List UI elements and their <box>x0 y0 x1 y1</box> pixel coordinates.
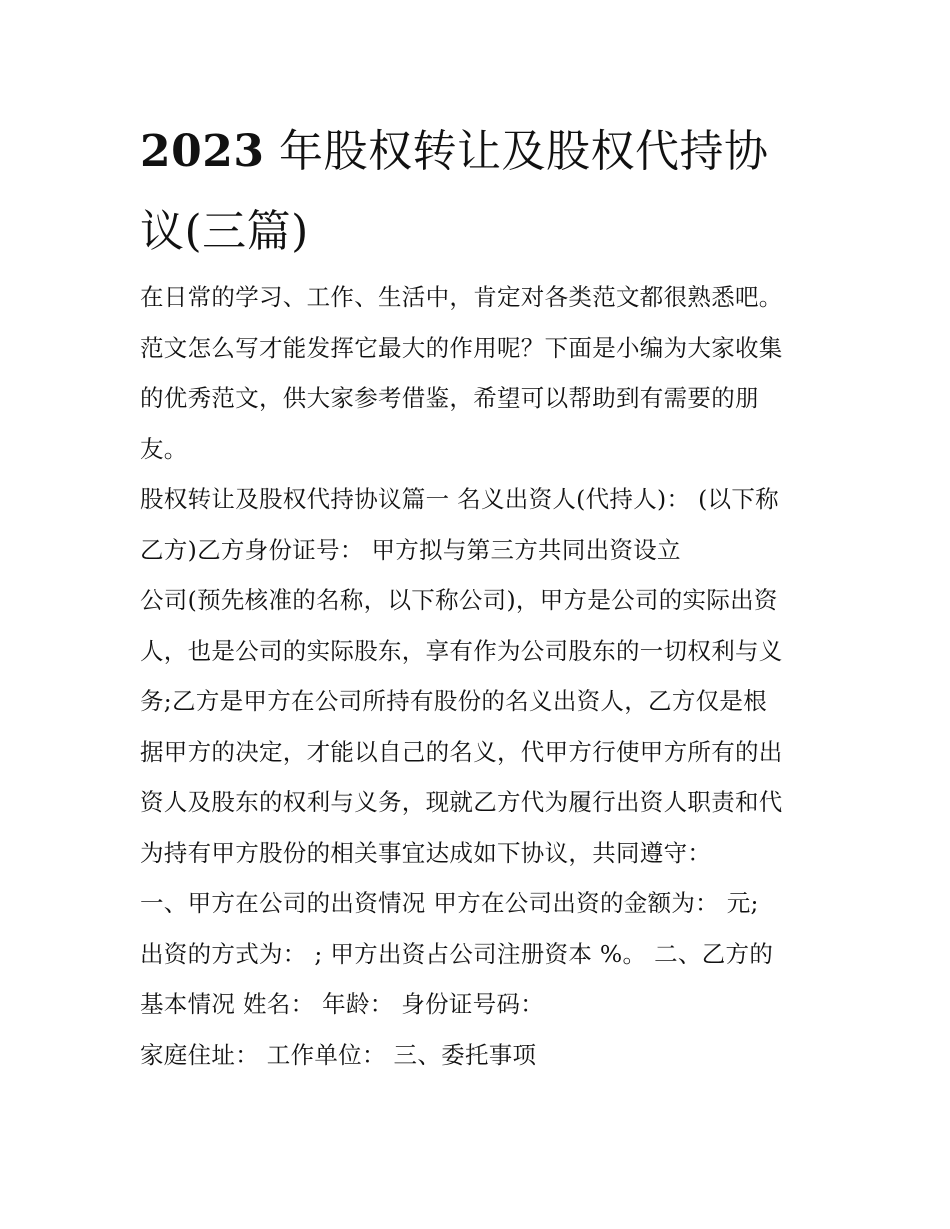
paragraph-line: 一、甲方在公司的出资情况 甲方在公司出资的金额为： 元; <box>140 889 759 917</box>
paragraph-line: 家庭住址： 工作单位： 三、委托事项 <box>140 1040 537 1069</box>
paragraph-line: 的优秀范文，供大家参考借鉴，希望可以帮助到有需要的朋 <box>140 384 759 412</box>
paragraph-line: 为持有甲方股份的相关事宜达成如下协议，共同遵守： <box>140 838 712 867</box>
paragraph-address-entrustment <box>140 1030 812 1081</box>
paragraph-line: 在日常的学习、工作、生活中，肯定对各类范文都很熟悉吧。 <box>140 283 783 311</box>
paragraph-capital-contribution <box>140 878 812 1030</box>
paragraph-line: 据甲方的决定，才能以自己的名义，代甲方行使甲方所有的出 <box>140 737 783 766</box>
document-title <box>140 112 812 272</box>
paragraph-line: 基本情况 姓名： 年龄： 身份证号码： <box>140 990 545 1018</box>
title-year: 2023 <box>140 126 265 177</box>
paragraph-line: 乙方)乙方身份证号： 甲方拟与第三方共同出资设立 <box>140 535 681 564</box>
paragraph-line: 出资的方式为： ; 甲方出资占公司注册资本 %。 二、乙方的 <box>140 939 774 968</box>
paragraph-line: 资人及股东的权利与义务，现就乙方代为履行出资人职责和代 <box>140 788 783 816</box>
paragraph-agreement-preamble <box>140 474 812 878</box>
paragraph-intro <box>140 272 812 474</box>
paragraph-line: 务;乙方是甲方在公司所持有股份的名义出资人，乙方仅是根 <box>140 687 768 715</box>
title-line-1 <box>140 112 812 192</box>
document-page <box>140 112 812 1080</box>
paragraph-line: 人，也是公司的实际股东，享有作为公司股东的一切权利与义 <box>140 636 783 665</box>
paragraph-line: 公司(预先核准的名称，以下称公司)，甲方是公司的实际出资 <box>140 586 778 614</box>
title-line-1-text: 年股权转让及股权代持协 <box>278 126 769 177</box>
title-line-2: 议(三篇) <box>140 206 309 257</box>
paragraph-line: 友。 <box>140 434 188 463</box>
paragraph-line: 范文怎么写才能发挥它最大的作用呢？下面是小编为大家收集 <box>140 333 783 362</box>
paragraph-line: 股权转让及股权代持协议篇一 名义出资人(代持人)： (以下称 <box>140 485 779 513</box>
document-body <box>140 272 812 1080</box>
